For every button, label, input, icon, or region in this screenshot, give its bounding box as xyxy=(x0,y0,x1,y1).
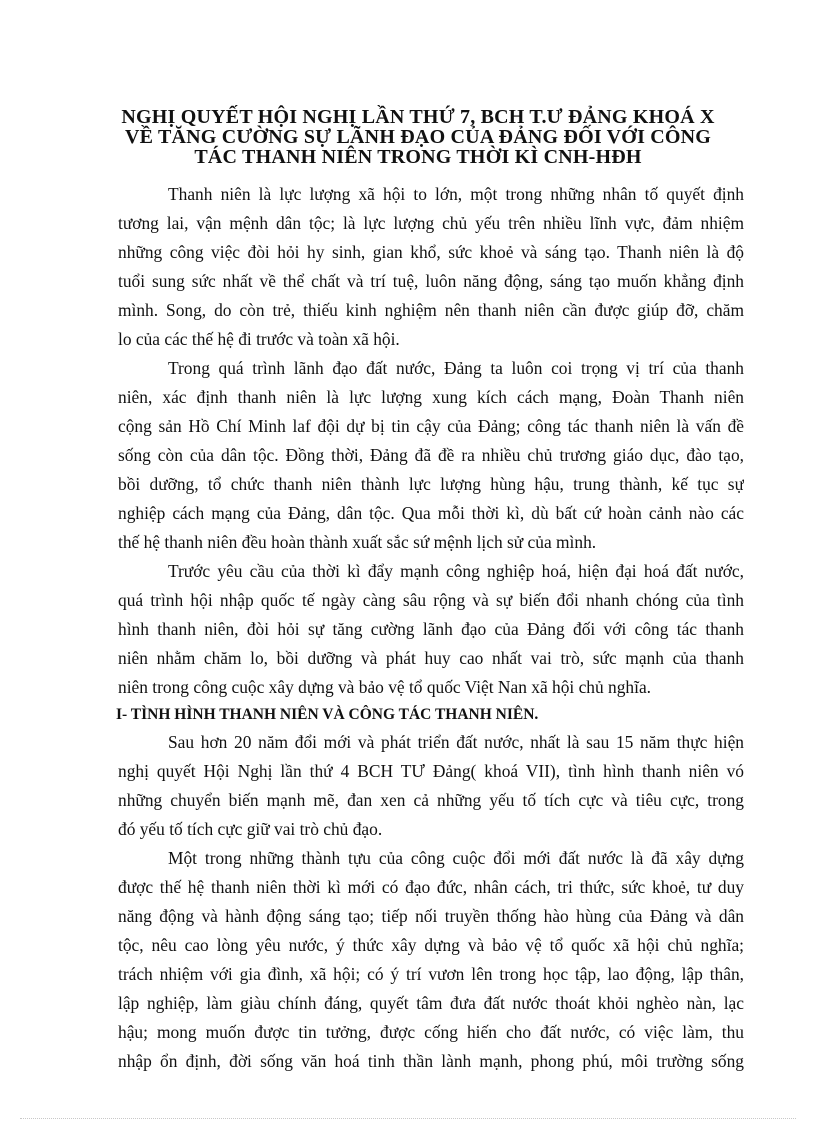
text-line: năng động và hành động sáng tạo; tiếp nối truyền thống hào hùng của Đảng và dân xyxy=(118,906,744,926)
text-line: cộng sản Hồ Chí Minh laf đội dự bị tin cậy của Đảng; công tác thanh niên là vấn đề xyxy=(118,416,744,436)
text-line: Thanh niên là lực lượng xã hội to lớn, một trong những nhân tố quyết định xyxy=(168,184,744,204)
paragraph-situation xyxy=(118,728,744,844)
text-line: Trong quá trình lãnh đạo đất nước, Đảng ta luôn coi trọng vị trí của thanh xyxy=(168,358,744,378)
text-line: lập nghiệp, làm giàu chính đáng, quyết tâm đưa đất nước thoát khỏi nghèo nàn, lạc xyxy=(118,993,744,1013)
text-line: Một trong những thành tựu của công cuộc đổi mới đất nước là đã xây dựng xyxy=(168,848,744,868)
text-line: sống còn của dân tộc. Đồng thời, Đảng đã đề ra nhiều chủ trương giáo dục, đào tạo, xyxy=(118,445,744,465)
text-line: Sau hơn 20 năm đổi mới và phát triển đất nước, nhất là sau 15 năm thực hiện xyxy=(168,732,744,752)
text-line: được thế hệ thanh niên thời kì mới có đạo đức, nhân cách, tri thức, sức khoẻ, tư duy xyxy=(118,877,744,897)
title-line: VỀ TĂNG CƯỜNG SỰ LÃNH ĐẠO CỦA ĐẢNG ĐỐI VỚI CÔNG xyxy=(124,126,712,148)
text-line: tộc, nêu cao lòng yêu nước, ý thức xây dựng và bảo vệ tổ quốc xã hội chủ nghĩa; xyxy=(118,935,744,955)
page-bottom-divider xyxy=(20,1118,796,1119)
document-title xyxy=(100,107,736,167)
paragraph-intro xyxy=(118,180,744,354)
title-line: TÁC THANH NIÊN TRONG THỜI KÌ CNH-HĐH xyxy=(194,146,642,168)
text-line: nghị quyết Hội Nghị lần thứ 4 BCH TƯ Đảng( khoá VII), tình hình thanh niên vó xyxy=(118,761,744,781)
document-body xyxy=(118,180,744,1076)
paragraph-requirements xyxy=(118,557,744,702)
text-line: quá trình hội nhập quốc tế ngày càng sâu rộng và sự biến đổi nhanh chóng của tình xyxy=(118,590,744,610)
text-line: hậu; mong muốn được tin tưởng, được cống hiến cho đất nước, có việc làm, thu xyxy=(118,1022,744,1042)
paragraph-party-role xyxy=(118,354,744,557)
text-line: bồi dưỡng, tổ chức thanh niên thành lực lượng hùng hậu, trung thành, kế tục sự xyxy=(118,474,744,494)
title-line: NGHỊ QUYẾT HỘI NGHỊ LẦN THỨ 7, BCH T.Ư ĐẢNG KHOÁ X xyxy=(121,106,715,128)
text-line: đó yếu tố tích cực giữ vai trò chủ đạo. xyxy=(118,819,383,839)
text-line: niên nhằm chăm lo, bồi dưỡng và phát huy cao nhất vai trò, sức mạnh của thanh xyxy=(118,648,744,668)
text-line: niên, xác định thanh niên là lực lượng xung kích cách mạng, Đoàn Thanh niên xyxy=(118,387,744,407)
text-line: thế hệ thanh niên đều hoàn thành xuất sắc sứ mệnh lịch sử của mình. xyxy=(118,532,597,552)
text-line: những công việc đòi hỏi hy sinh, gian khổ, sức khoẻ và sáng tạo. Thanh niên là độ xyxy=(118,242,744,262)
paragraph-achievements xyxy=(118,844,744,1076)
text-line: nghiệp cách mạng của Đảng, dân tộc. Qua mỗi thời kì, dù bất cứ hoàn cảnh nào các xyxy=(118,503,744,523)
text-line: nhập ổn định, đời sống văn hoá tinh thần lành mạnh, phong phú, môi trường sống xyxy=(118,1051,744,1071)
text-line: tương lai, vận mệnh dân tộc; là lực lượng chủ yếu trên nhiều lĩnh vực, đảm nhiệm xyxy=(118,213,744,233)
text-line: hình thanh niên, đòi hỏi sự tăng cường lãnh đạo của Đảng đối với công tác thanh xyxy=(118,619,744,639)
text-line: trách nhiệm với gia đình, xã hội; có ý trí vươn lên trong học tập, lao động, lập thân, xyxy=(118,964,744,984)
text-line: mình. Song, do còn trẻ, thiếu kinh nghiệm nên thanh niên cần được giúp đỡ, chăm xyxy=(118,300,744,320)
text-line: những chuyển biến mạnh mẽ, đan xen cả những yếu tố tích cực và tiêu cực, trong xyxy=(118,790,744,810)
text-line: lo của các thế hệ đi trước và toàn xã hội. xyxy=(118,329,400,349)
text-line: tuổi sung sức nhất về thể chất và trí tuệ, luôn năng động, sáng tạo muốn khẳng định xyxy=(118,271,744,291)
section-heading: I- TÌNH HÌNH THANH NIÊN VÀ CÔNG TÁC THANH NIÊN. xyxy=(116,706,539,723)
text-line: niên trong công cuộc xây dựng và bảo vệ tổ quốc Việt Nan xã hội chủ nghĩa. xyxy=(118,677,652,697)
text-line: Trước yêu cầu của thời kì đẩy mạnh công nghiệp hoá, hiện đại hoá đất nước, xyxy=(168,561,744,581)
